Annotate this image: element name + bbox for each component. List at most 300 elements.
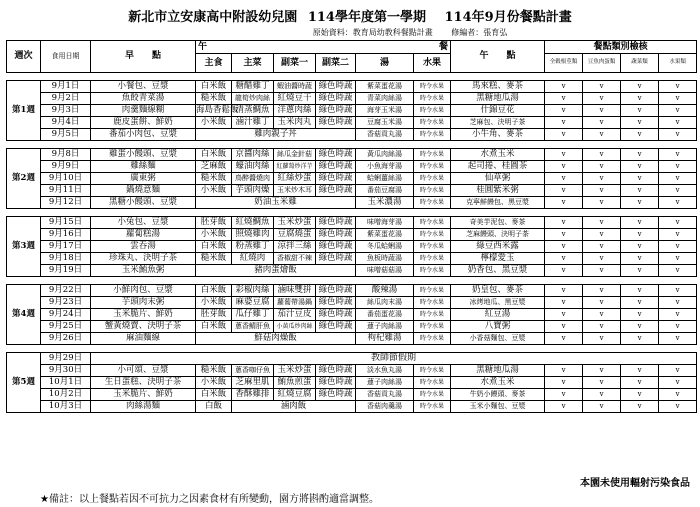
table-row bbox=[7, 377, 697, 389]
check-mark-cell: v bbox=[583, 365, 621, 377]
lunch-soup-cell: 淡水魚丸湯 bbox=[356, 365, 414, 377]
lunch-side1-header: 副菜一 bbox=[274, 54, 316, 73]
lunch-side1-cell: 鮪魚煎蛋 bbox=[274, 377, 316, 389]
lunch-soup-cell: 番茄蛋花湯 bbox=[356, 309, 414, 321]
afternoon-snack-cell: 玉米小麵包、豆漿 bbox=[451, 401, 545, 413]
lunch-fruit-cell: 時令水果 bbox=[414, 333, 451, 345]
check-mark-cell: v bbox=[621, 321, 659, 333]
check-mark-cell: v bbox=[545, 333, 583, 345]
lunch-main-cell: 照燒雞肉 bbox=[232, 229, 274, 241]
check-mark-cell: v bbox=[545, 185, 583, 197]
morning-snack-cell: 麻油麵線 bbox=[91, 333, 196, 345]
check-mark-cell: v bbox=[583, 377, 621, 389]
check-mark-cell: v bbox=[545, 321, 583, 333]
lunch-side1-cell: 玉米炒木耳 bbox=[274, 185, 316, 197]
lunch-side1-cell: 滷味雙拼 bbox=[274, 285, 316, 297]
lunch-main-cell: 彩椒肉絲 bbox=[232, 285, 274, 297]
check-mark-cell: v bbox=[545, 129, 583, 141]
lunch-fruit-cell: 時令水果 bbox=[414, 197, 451, 209]
morning-snack-cell: 玉米脆片、鮮奶 bbox=[91, 309, 196, 321]
table-row bbox=[7, 309, 697, 321]
afternoon-snack-cell: 什錦豆花 bbox=[451, 105, 545, 117]
check-category-header: 全穀根莖類 bbox=[545, 54, 583, 73]
week-label: 第3週 bbox=[7, 217, 41, 277]
lunch-main-cell: 京醬肉絲 bbox=[232, 149, 274, 161]
check-mark-cell: v bbox=[621, 253, 659, 265]
check-mark-cell: v bbox=[621, 265, 659, 277]
lunch-fruit-cell: 時令水果 bbox=[414, 253, 451, 265]
date-header: 食用日期 bbox=[41, 41, 91, 73]
lunch-fruit-cell: 時令水果 bbox=[414, 129, 451, 141]
lunch-side2-cell: 綠色時蔬 bbox=[316, 185, 356, 197]
check-mark-cell: v bbox=[621, 105, 659, 117]
check-mark-cell: v bbox=[545, 93, 583, 105]
separator-cell bbox=[7, 209, 697, 217]
check-mark-cell: v bbox=[621, 93, 659, 105]
table-row bbox=[7, 185, 697, 197]
lunch-soup-cell: 冬瓜蛤蜊湯 bbox=[356, 241, 414, 253]
date-cell: 9月26日 bbox=[41, 333, 91, 345]
morning-snack-cell: 小餐包、豆漿 bbox=[91, 81, 196, 93]
lunch-staple-cell: 小米飯 bbox=[196, 297, 232, 309]
morning-snack-cell: 小可頌、豆漿 bbox=[91, 365, 196, 377]
lunch-main-cell: 蔥香鯖肝魚 bbox=[232, 321, 274, 333]
check-mark-cell: v bbox=[621, 365, 659, 377]
check-mark-cell: v bbox=[659, 321, 697, 333]
lunch-side1-cell: 茄汁豆皮 bbox=[274, 309, 316, 321]
week-separator bbox=[7, 141, 697, 149]
check-mark-cell: v bbox=[583, 297, 621, 309]
lunch-fruit-cell: 時令水果 bbox=[414, 81, 451, 93]
check-mark-cell: v bbox=[545, 149, 583, 161]
one-dish-meal-cell: 滷肉飯 bbox=[232, 401, 356, 413]
check-mark-cell: v bbox=[545, 285, 583, 297]
table-row bbox=[7, 173, 697, 185]
lunch-staple-cell: 白飯 bbox=[196, 401, 232, 413]
morning-snack-cell: 玉米脆片、鮮奶 bbox=[91, 389, 196, 401]
check-mark-cell: v bbox=[545, 401, 583, 413]
footer-note-text: 備註：以上餐點若因不可抗力之因素食材有所變動，園方將斟酌適當調整。 bbox=[48, 494, 379, 505]
check-mark-cell: v bbox=[545, 197, 583, 209]
lunch-soup-cell: 香菇肉羹湯 bbox=[356, 401, 414, 413]
check-mark-cell: v bbox=[621, 149, 659, 161]
one-dish-meal-cell: 鮮菇肉燥飯 bbox=[196, 333, 356, 345]
check-mark-cell: v bbox=[621, 81, 659, 93]
table-row bbox=[7, 365, 697, 377]
lunch-fruit-cell: 時令水果 bbox=[414, 117, 451, 129]
check-mark-cell: v bbox=[659, 105, 697, 117]
lunch-main-cell: 蔥香咖仔魚 bbox=[232, 365, 274, 377]
source-info bbox=[200, 27, 620, 38]
week-separator bbox=[7, 345, 697, 353]
afternoon-snack-cell: 克寧鮮饅包、黑豆漿 bbox=[451, 197, 545, 209]
week-label: 第4週 bbox=[7, 285, 41, 345]
lunch-side1-cell: 絲瓜金針菇 bbox=[274, 149, 316, 161]
afternoon-snack-cell: 水煮玉米 bbox=[451, 149, 545, 161]
check-mark-cell: v bbox=[545, 217, 583, 229]
check-mark-cell: v bbox=[659, 309, 697, 321]
lunch-main-cell: 紅燒鯛魚 bbox=[232, 217, 274, 229]
one-dish-meal-cell: 雞肉親子丼 bbox=[196, 129, 356, 141]
lunch-soup-cell: 豆腐玉米湯 bbox=[356, 117, 414, 129]
week-separator bbox=[7, 277, 697, 285]
afternoon-snack-cell: 小香菇麵包、豆漿 bbox=[451, 333, 545, 345]
check-mark-cell: v bbox=[621, 217, 659, 229]
lunch-staple-cell: 白米飯 bbox=[196, 285, 232, 297]
afternoon-snack-cell: 芝麻包、決明子茶 bbox=[451, 117, 545, 129]
week-header: 週次 bbox=[7, 41, 41, 73]
lunch-side2-cell: 綠色時蔬 bbox=[316, 229, 356, 241]
check-mark-cell: v bbox=[659, 93, 697, 105]
lunch-side1-cell: 蝦油醬時蔬 bbox=[274, 81, 316, 93]
week-label: 第2週 bbox=[7, 149, 41, 209]
lunch-main-cell: 粉蒸雞丁 bbox=[232, 241, 274, 253]
lunch-side1-cell: 香椒甜不辣 bbox=[274, 253, 316, 265]
morning-snack-cell: 番茄小肉包、豆漿 bbox=[91, 129, 196, 141]
lunch-fruit-cell: 時令水果 bbox=[414, 285, 451, 297]
lunch-soup-header: 湯 bbox=[356, 54, 414, 73]
lunch-fruit-cell: 時令水果 bbox=[414, 93, 451, 105]
date-cell: 9月29日 bbox=[41, 353, 91, 365]
afternoon-snack-cell: 芝麻饅頭、決明子茶 bbox=[451, 229, 545, 241]
lunch-side1-cell: 紅蘿蔔炒洋芋 bbox=[274, 161, 316, 173]
check-category-header: 蔬菜類 bbox=[621, 54, 659, 73]
separator-cell bbox=[7, 277, 697, 285]
table-row bbox=[7, 197, 697, 209]
lunch-side2-cell: 綠色時蔬 bbox=[316, 285, 356, 297]
check-mark-cell: v bbox=[545, 297, 583, 309]
holiday-cell: 教師節假期 bbox=[91, 353, 697, 365]
lunch-side2-cell: 綠色時蔬 bbox=[316, 253, 356, 265]
lunch-side2-cell: 綠色時蔬 bbox=[316, 173, 356, 185]
check-mark-cell: v bbox=[545, 105, 583, 117]
check-mark-cell: v bbox=[545, 81, 583, 93]
check-mark-cell: v bbox=[659, 365, 697, 377]
morning-snack-cell: 蘿蔔糕湯 bbox=[91, 229, 196, 241]
lunch-soup-cell: 枸杞雞湯 bbox=[356, 333, 414, 345]
check-mark-cell: v bbox=[583, 333, 621, 345]
week-separator bbox=[7, 73, 697, 81]
check-mark-cell: v bbox=[545, 241, 583, 253]
lunch-staple-cell: 白米飯 bbox=[196, 389, 232, 401]
table-row bbox=[7, 81, 697, 93]
morning-snack-cell: 廣東粥 bbox=[91, 173, 196, 185]
week-separator bbox=[7, 209, 697, 217]
lunch-staple-cell: 胚芽飯 bbox=[196, 217, 232, 229]
lunch-fruit-cell: 時令水果 bbox=[414, 265, 451, 277]
afternoon-snack-cell: 起司捲、桂圓茶 bbox=[451, 161, 545, 173]
check-mark-cell: v bbox=[621, 377, 659, 389]
check-mark-cell: v bbox=[545, 309, 583, 321]
check-mark-cell: v bbox=[621, 401, 659, 413]
lunch-side2-cell: 綠色時蔬 bbox=[316, 93, 356, 105]
check-mark-cell: v bbox=[621, 333, 659, 345]
lunch-staple-cell: 白米飯 bbox=[196, 321, 232, 333]
lunch-soup-cell: 玉米濃湯 bbox=[356, 197, 414, 209]
check-mark-cell: v bbox=[583, 229, 621, 241]
check-mark-cell: v bbox=[659, 265, 697, 277]
date-cell: 9月11日 bbox=[41, 185, 91, 197]
lunch-fruit-cell: 時令水果 bbox=[414, 401, 451, 413]
lunch-fruit-cell: 時令水果 bbox=[414, 185, 451, 197]
check-mark-cell: v bbox=[583, 321, 621, 333]
check-mark-cell: v bbox=[659, 81, 697, 93]
afternoon-snack-cell: 綠豆西米露 bbox=[451, 241, 545, 253]
check-mark-cell: v bbox=[583, 81, 621, 93]
term-label: 114學年度第一學期 bbox=[307, 10, 426, 25]
table-row bbox=[7, 353, 697, 365]
lunch-side1-cell: 玉米炒蛋 bbox=[274, 217, 316, 229]
lunch-main-cell: 紅燒肉 bbox=[232, 253, 274, 265]
lunch-side1-cell: 紅燒豆干 bbox=[274, 93, 316, 105]
check-mark-cell: v bbox=[659, 217, 697, 229]
check-mark-cell: v bbox=[659, 149, 697, 161]
lunch-side2-cell: 綠色時蔬 bbox=[316, 377, 356, 389]
check-mark-cell: v bbox=[583, 105, 621, 117]
lunch-staple-cell: 海島香鬆飯 bbox=[196, 105, 239, 116]
lunch-staple-cell: 糙米飯 bbox=[196, 253, 232, 265]
check-group-header: 餐點類別檢核 bbox=[545, 41, 697, 54]
lunch-side1-cell: 小黃瓜炒肉絲 bbox=[274, 321, 316, 333]
table-row bbox=[7, 389, 697, 401]
table-row bbox=[7, 241, 697, 253]
lunch-soup-cell: 蓮子肉絲湯 bbox=[356, 377, 414, 389]
lunch-header-right: 餐 bbox=[316, 41, 451, 54]
header-row-1 bbox=[7, 41, 697, 54]
date-cell: 9月17日 bbox=[41, 241, 91, 253]
lunch-main-header: 主菜 bbox=[232, 54, 274, 73]
table-row bbox=[7, 285, 697, 297]
date-cell: 9月18日 bbox=[41, 253, 91, 265]
table-row bbox=[7, 129, 697, 141]
check-mark-cell: v bbox=[545, 253, 583, 265]
lunch-fruit-cell: 時令水果 bbox=[414, 321, 451, 333]
date-cell: 9月15日 bbox=[41, 217, 91, 229]
lunch-side2-cell: 綠色時蔬 bbox=[316, 297, 356, 309]
check-mark-cell: v bbox=[583, 253, 621, 265]
check-mark-cell: v bbox=[621, 117, 659, 129]
source-label: 原始資料：教育局幼教科餐點計畫 bbox=[312, 28, 433, 37]
lunch-soup-cell: 蓮子肉絲湯 bbox=[356, 321, 414, 333]
lunch-staple-cell: 白米飯 bbox=[196, 241, 232, 253]
check-mark-cell: v bbox=[621, 285, 659, 297]
check-mark-cell: v bbox=[621, 229, 659, 241]
lunch-soup-cell: 味噌菇菇湯 bbox=[356, 265, 414, 277]
lunch-main-cell: 蠔油肉絲 bbox=[232, 161, 274, 173]
lunch-staple-cell: 小米飯 bbox=[196, 185, 232, 197]
lunch-soup-cell: 黃瓜肉絲湯 bbox=[356, 149, 414, 161]
footer-note bbox=[40, 490, 379, 505]
date-cell: 9月8日 bbox=[41, 149, 91, 161]
week-label: 第1週 bbox=[7, 81, 41, 141]
lunch-main-cell: 龍筍炒肉絲 bbox=[232, 93, 274, 105]
afternoon-snack-cell: 八寶粥 bbox=[451, 321, 545, 333]
date-cell: 9月22日 bbox=[41, 285, 91, 297]
lunch-staple-header: 主食 bbox=[196, 54, 232, 73]
lunch-side1-cell: 洋蔥肉絲 bbox=[274, 105, 316, 117]
lunch-side1-cell: 玉米炒蛋 bbox=[274, 365, 316, 377]
morning-snack-cell: 黑糖小饅頭、豆漿 bbox=[91, 197, 196, 209]
school-name: 新北市立安康高中附設幼兒園 bbox=[128, 10, 298, 25]
check-mark-cell: v bbox=[545, 265, 583, 277]
afternoon-snack-cell: 桂圓紫米粥 bbox=[451, 185, 545, 197]
lunch-staple-cell: 糙米飯 bbox=[196, 93, 232, 105]
check-mark-cell: v bbox=[545, 389, 583, 401]
lunch-soup-cell: 小魚海芽湯 bbox=[356, 161, 414, 173]
check-mark-cell: v bbox=[545, 365, 583, 377]
table-row bbox=[7, 321, 697, 333]
lunch-staple-cell: 小米飯 bbox=[196, 229, 232, 241]
afternoon-snack-cell: 黑糖地瓜湯 bbox=[451, 93, 545, 105]
date-cell: 9月1日 bbox=[41, 81, 91, 93]
lunch-fruit-cell: 時令水果 bbox=[414, 173, 451, 185]
morning-snack-cell: 雲吞湯 bbox=[91, 241, 196, 253]
check-mark-cell: v bbox=[659, 389, 697, 401]
table-row bbox=[7, 401, 697, 413]
afternoon-snack-cell: 紅豆湯 bbox=[451, 309, 545, 321]
lunch-staple-cell: 白米飯 bbox=[196, 81, 232, 93]
editor-label: 修編者：張育弘 bbox=[451, 28, 508, 37]
check-mark-cell: v bbox=[583, 185, 621, 197]
lunch-header-left: 午 bbox=[196, 41, 316, 54]
check-mark-cell: v bbox=[583, 285, 621, 297]
check-mark-cell: v bbox=[583, 401, 621, 413]
afternoon-snack-cell: 奶香包、黑豆漿 bbox=[451, 265, 545, 277]
afternoon-snack-cell: 小牛角、麥茶 bbox=[451, 129, 545, 141]
morning-snack-cell: 鹿皮蛋餅、鮮奶 bbox=[91, 117, 196, 129]
check-mark-cell: v bbox=[659, 333, 697, 345]
check-mark-cell: v bbox=[659, 229, 697, 241]
check-mark-cell: v bbox=[583, 217, 621, 229]
check-mark-cell: v bbox=[621, 389, 659, 401]
check-mark-cell: v bbox=[659, 129, 697, 141]
lunch-main-cell: 鳥醉醬燒肉 bbox=[232, 173, 274, 185]
table-row bbox=[7, 117, 697, 129]
one-dish-meal-cell: 奶油玉米雞 bbox=[196, 197, 356, 209]
check-mark-cell: v bbox=[621, 197, 659, 209]
lunch-staple-cell: 小米飯 bbox=[196, 377, 232, 389]
date-cell: 9月5日 bbox=[41, 129, 91, 141]
check-mark-cell: v bbox=[545, 377, 583, 389]
check-mark-cell: v bbox=[659, 401, 697, 413]
check-mark-cell: v bbox=[659, 241, 697, 253]
check-mark-cell: v bbox=[659, 173, 697, 185]
morning-snack-header: 早 點 bbox=[91, 41, 196, 73]
lunch-fruit-cell: 時令水果 bbox=[414, 297, 451, 309]
lunch-staple-cell: 芝麻飯 bbox=[196, 161, 232, 173]
date-cell: 9月10日 bbox=[41, 173, 91, 185]
check-category-header: 豆魚肉蛋類 bbox=[583, 54, 621, 73]
afternoon-snack-header: 午 點 bbox=[451, 41, 545, 73]
table-row bbox=[7, 265, 697, 277]
lunch-staple-cell: 胚芽飯 bbox=[196, 309, 232, 321]
afternoon-snack-cell: 水煮玉米 bbox=[451, 377, 545, 389]
lunch-main-cell: 香酥雞排 bbox=[232, 389, 274, 401]
morning-snack-cell: 生日蛋糕、決明子茶 bbox=[91, 377, 196, 389]
morning-snack-cell: 蟹黃燒賣、決明子茶 bbox=[91, 321, 196, 333]
check-mark-cell: v bbox=[659, 197, 697, 209]
check-mark-cell: v bbox=[583, 117, 621, 129]
lunch-staple-cell: 糙米飯 bbox=[196, 365, 232, 377]
lunch-fruit-cell: 時令水果 bbox=[414, 241, 451, 253]
lunch-main-cell: 芋頭肉燥 bbox=[232, 185, 274, 197]
check-mark-cell: v bbox=[545, 117, 583, 129]
check-mark-cell: v bbox=[583, 197, 621, 209]
morning-snack-cell: 雞蛋小饅頭、豆漿 bbox=[91, 149, 196, 161]
lunch-side2-cell: 綠色時蔬 bbox=[316, 389, 356, 401]
separator-cell bbox=[7, 141, 697, 149]
lunch-side1-cell: 紅絲炒蛋 bbox=[274, 173, 316, 185]
lunch-soup-cell: 紫菜蛋花湯 bbox=[356, 81, 414, 93]
check-mark-cell: v bbox=[621, 173, 659, 185]
check-mark-cell: v bbox=[659, 377, 697, 389]
morning-snack-cell: 珍珠丸、決明子茶 bbox=[91, 253, 196, 265]
star-icon: ★ bbox=[40, 494, 49, 505]
lunch-side2-cell: 綠色時蔬 bbox=[316, 117, 356, 129]
check-category-header: 水果類 bbox=[659, 54, 697, 73]
lunch-main-cell: 芝麻里肌 bbox=[232, 377, 274, 389]
lunch-side1-cell: 紅燒豆腐 bbox=[274, 389, 316, 401]
morning-snack-cell: 芋頭肉末粥 bbox=[91, 297, 196, 309]
lunch-side2-cell: 綠色時蔬 bbox=[316, 161, 356, 173]
check-mark-cell: v bbox=[583, 309, 621, 321]
table-row bbox=[7, 217, 697, 229]
check-mark-cell: v bbox=[621, 309, 659, 321]
check-mark-cell: v bbox=[659, 285, 697, 297]
check-mark-cell: v bbox=[583, 129, 621, 141]
separator-cell bbox=[7, 345, 697, 353]
lunch-side2-cell: 綠色時蔬 bbox=[316, 365, 356, 377]
table-row bbox=[7, 93, 697, 105]
lunch-fruit-cell: 時令水果 bbox=[414, 229, 451, 241]
afternoon-snack-cell: 牛奶小饅頭、麥茶 bbox=[451, 389, 545, 401]
lunch-side2-cell: 綠色時蔬 bbox=[316, 217, 356, 229]
check-mark-cell: v bbox=[621, 185, 659, 197]
date-cell: 9月23日 bbox=[41, 297, 91, 309]
lunch-fruit-cell: 時令水果 bbox=[414, 389, 451, 401]
meal-plan-body bbox=[7, 41, 697, 413]
morning-snack-cell: 肉羹麵線糊 bbox=[91, 105, 196, 117]
lunch-soup-cell: 海芽玉米湯 bbox=[356, 105, 414, 117]
lunch-staple-cell: 白米飯 bbox=[196, 149, 232, 161]
meal-plan-table bbox=[6, 40, 697, 413]
date-cell: 10月2日 bbox=[41, 389, 91, 401]
check-mark-cell: v bbox=[659, 117, 697, 129]
check-mark-cell: v bbox=[659, 161, 697, 173]
lunch-soup-cell: 酸辣湯 bbox=[356, 285, 414, 297]
lunch-main-cell: 瓜仔雞丁 bbox=[232, 309, 274, 321]
lunch-soup-cell: 香菇貢丸湯 bbox=[356, 129, 414, 141]
lunch-side1-cell: 玉米肉丸 bbox=[274, 117, 316, 129]
table-row bbox=[7, 229, 697, 241]
lunch-fruit-cell: 時令水果 bbox=[414, 149, 451, 161]
check-mark-cell: v bbox=[621, 161, 659, 173]
afternoon-snack-cell: 檸檬愛玉 bbox=[451, 253, 545, 265]
lunch-fruit-cell: 時令水果 bbox=[414, 105, 451, 117]
lunch-soup-cell: 香菇貢丸湯 bbox=[356, 389, 414, 401]
lunch-soup-cell: 番茄豆腐湯 bbox=[356, 185, 414, 197]
lunch-main-cell: 滷汁雞丁 bbox=[232, 117, 274, 129]
check-mark-cell: v bbox=[659, 185, 697, 197]
date-cell: 10月3日 bbox=[41, 401, 91, 413]
lunch-fruit-cell: 時令水果 bbox=[414, 309, 451, 321]
date-cell: 9月25日 bbox=[41, 321, 91, 333]
lunch-side1-cell: 豆腐燒蛋 bbox=[274, 229, 316, 241]
check-mark-cell: v bbox=[545, 229, 583, 241]
lunch-staple-cell: 小米飯 bbox=[196, 117, 232, 129]
afternoon-snack-cell: 仙草粥 bbox=[451, 173, 545, 185]
afternoon-snack-cell: 馬來糕、麥茶 bbox=[451, 81, 545, 93]
